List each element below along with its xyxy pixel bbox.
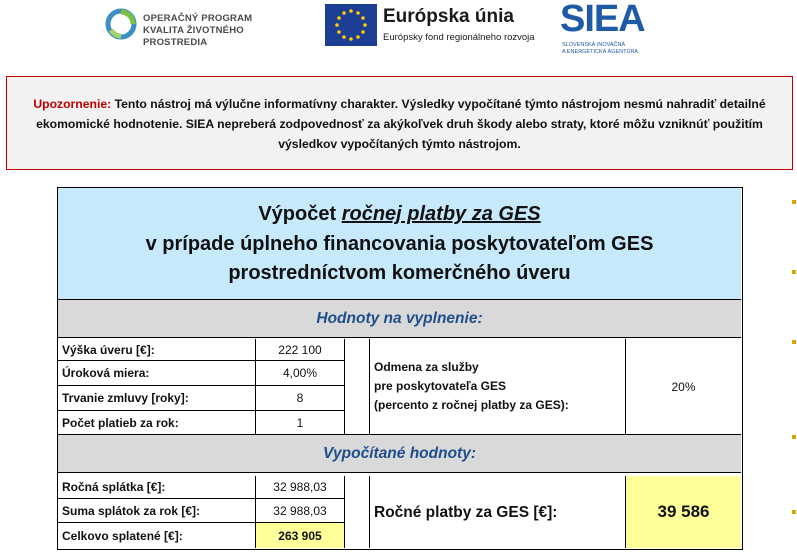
loan-amount-input[interactable]: 222 100 [256, 339, 345, 361]
title-line1 [58, 200, 741, 230]
annual-ges-payment-value: 39 586 [626, 476, 741, 548]
fee-label-line2: pre poskytovateľa GES [374, 379, 507, 393]
warning-label: Upozornenie: [33, 97, 112, 111]
interest-rate-label: Úroková miera: [58, 361, 256, 386]
total-paid-label: Celkovo splatené [€]: [58, 523, 256, 548]
inputs-section-header: Hodnoty na vyplnenie: [58, 300, 741, 338]
fee-label-line1: Odmena za služby [374, 360, 479, 374]
interest-rate-input[interactable]: 4,00% [256, 361, 345, 386]
warning-text: Tento nástroj má výlučne informatívny charakter. Výsledky vypočítané týmto nástrojom nesmú nahradiť detailné ekomomické hodnotenie. SIEA nepreberá zodpovednosť za akýkoľvek druh škody alebo straty, ktoré môžu vzniknúť použitím výsledkov vypočítaných týmto nástrojom. [36, 97, 766, 151]
input-spacer [345, 339, 370, 435]
annual-installment-value: 32 988,03 [256, 476, 345, 499]
op-line1: OPERAČNÝ PROGRAM [143, 13, 253, 24]
siea-line2: A ENERGETICKÁ AGENTÚRA [562, 49, 639, 55]
siea-line1: SLOVENSKÁ INOVAČNÁ [562, 42, 626, 48]
eu-flag-icon [325, 4, 377, 46]
siea-name: SIEA [560, 0, 645, 40]
op-line2: KVALITA ŽIVOTNÉHO PROSTREDIA [143, 25, 244, 48]
service-fee-input[interactable]: 20% [626, 339, 741, 435]
header-logos [0, 0, 797, 62]
siea-subtitle [562, 42, 638, 56]
total-paid-value: 263 905 [256, 523, 345, 548]
calc-title [58, 188, 741, 300]
yearly-sum-label: Suma splátok za rok [€]: [58, 499, 256, 523]
annual-ges-payment-label: Ročné platby za GES [€]: [370, 476, 626, 548]
contract-duration-input[interactable]: 8 [256, 386, 345, 411]
siea-logo [560, 2, 670, 54]
op-kzp-logo [105, 8, 305, 48]
eu-subtitle: Európsky fond regionálneho rozvoja [383, 32, 535, 43]
loan-amount-label: Výška úveru [€]: [58, 339, 256, 361]
fee-label-line3: (percento z ročnej platby za GES): [374, 398, 569, 412]
payments-per-year-input[interactable]: 1 [256, 411, 345, 435]
op-leaf-icon [105, 8, 137, 40]
eu-logo [325, 4, 540, 48]
title-prefix: Výpočet [258, 203, 342, 225]
side-edge-marks [788, 190, 797, 550]
warning-box [6, 76, 793, 170]
title-line2: v prípade úplneho financovania poskytovateľom GES [145, 232, 654, 255]
calculation-table [57, 187, 743, 550]
results-section-header: Vypočítané hodnoty: [58, 435, 741, 473]
yearly-sum-value: 32 988,03 [256, 499, 345, 523]
result-spacer [345, 476, 370, 548]
op-logo-text [143, 13, 305, 49]
eu-title: Európska únia [383, 6, 514, 27]
payments-per-year-label: Počet platieb za rok: [58, 411, 256, 435]
title-emphasis: ročnej platby za GES [341, 203, 541, 225]
service-fee-label [370, 339, 626, 435]
annual-installment-label: Ročná splátka [€]: [58, 476, 256, 499]
title-line3: prostredníctvom komerčného úveru [228, 262, 571, 284]
contract-duration-label: Trvanie zmluvy [roky]: [58, 386, 256, 411]
